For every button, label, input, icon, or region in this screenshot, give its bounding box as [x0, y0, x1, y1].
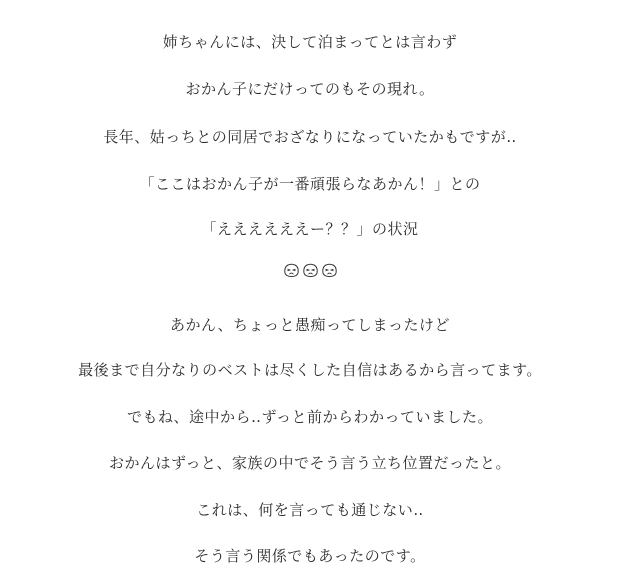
- weary-face-icon: [283, 263, 300, 278]
- text-line: 長年、姑っちとの同居でおざなりになっていたかもですが‥: [103, 128, 517, 146]
- text-line: おかん子にだけってのもその現れ。: [185, 80, 435, 98]
- emoji-row: [0, 263, 620, 281]
- text-line: 「ええええええー？？」の状況: [201, 220, 419, 238]
- text-line: あかん、ちょっと愚痴ってしまったけど: [170, 316, 450, 334]
- text-line: でもね、途中から‥ずっと前からわかっていました。: [126, 408, 494, 426]
- text-line: 最後まで自分なりのベストは尽くした自信はあるから言ってます。: [78, 361, 542, 379]
- text-line: 「ここはおかん子が一番頑張らなあかん！」との: [139, 175, 481, 193]
- text-line: これは、何を言っても通じない‥: [196, 501, 424, 519]
- text-line: そう言う関係でもあったのです。: [194, 547, 426, 565]
- text-line: 姉ちゃんには、決して泊まってとは言わず: [162, 33, 458, 51]
- text-line: おかんはずっと、家族の中でそう言う立ち位置だったと。: [108, 454, 512, 472]
- weary-face-icon: [302, 263, 319, 278]
- weary-face-icon: [321, 263, 338, 278]
